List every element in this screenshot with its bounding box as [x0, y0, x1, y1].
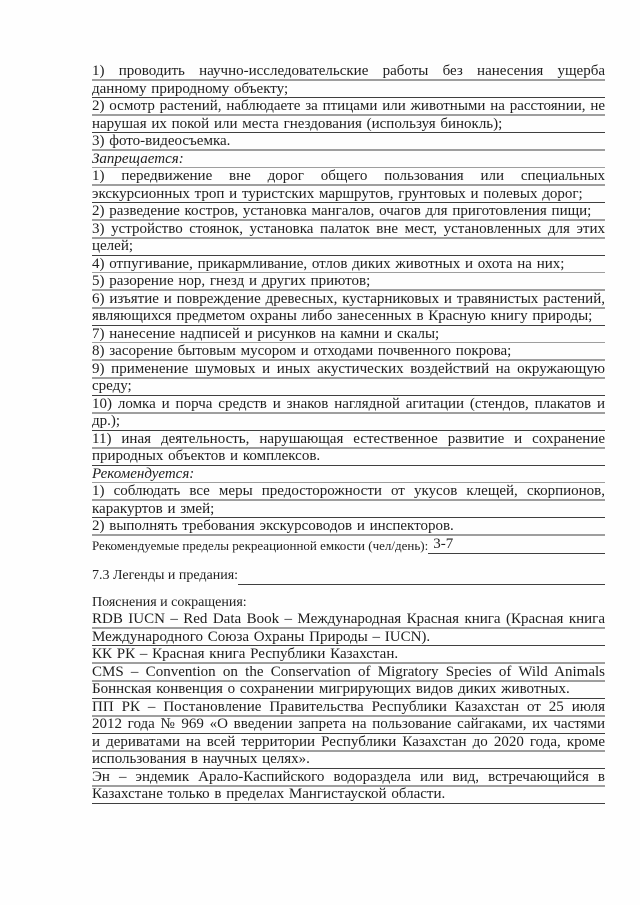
capacity-line: [92, 536, 605, 554]
abbreviation-pp-rk: ПП РК – Постановление Правительства Республики Казахстан от 25 июля 2012 года № 969 «О введении запрета на пользование сайгаками, их частями и дериватами на всей территории Республики Казахстан до 2020 года, кроме использования в научных целях».: [92, 698, 605, 767]
prohibited-item-11: 11) иная деятельность, нарушающая естественное развитие и сохранение природных объектов и комплексов.: [92, 430, 605, 464]
recommended-heading: Рекомендуется:: [92, 466, 605, 484]
prohibited-item-5: 5) разорение нор, гнезд и других приютов;: [92, 273, 605, 291]
recommended-item-1: 1) соблюдать все меры предосторожности от укусов клещей, скорпионов, каракуртов и змей;: [92, 483, 605, 517]
prohibited-item-7: 7) нанесение надписей и рисунков на камни и скалы;: [92, 326, 605, 344]
prohibited-item-6: 6) изъятие и повреждение древесных, кустарниковых и травянистых растений, являющихся предметом охраны либо занесенных в Красную книгу природы;: [92, 290, 605, 324]
permitted-item-1: 1) проводить научно-исследовательские работы без нанесения ущерба данному природному объекту;: [92, 63, 605, 97]
prohibited-item-10: 10) ломка и порча средств и знаков наглядной агитации (стендов, плакатов и др.);: [92, 395, 605, 429]
prohibited-item-8: 8) засорение бытовым мусором и отходами почвенного покрова;: [92, 343, 605, 361]
capacity-blank-rule: [457, 552, 605, 554]
permitted-item-2: 2) осмотр растений, наблюдаете за птицами или животными на расстоянии, не нарушая их покой или места гнездования (используя бинокль);: [92, 98, 605, 132]
prohibited-heading: Запрещается:: [92, 151, 605, 169]
prohibited-item-3: 3) устройство стоянок, установка палаток вне мест, установленных для этих целей;: [92, 220, 605, 254]
legends-label: 7.3 Легенды и предания:: [92, 568, 239, 583]
abbreviations-heading: Пояснения и сокращения:: [92, 594, 247, 610]
abbreviation-en: Эн – эндемик Арало-Каспийского водораздела или вид, встречающийся в Казахстане только в пределах Мангистауской области.: [92, 768, 605, 802]
abbreviation-kk-rk: КК РК – Красная книга Республики Казахстан.: [92, 646, 605, 664]
abbreviation-rdb-iucn: RDB IUCN – Red Data Book – Международная Красная книга (Красная книга Международного Союза Охраны Природы – IUCN).: [92, 611, 605, 645]
capacity-value: 3-7: [428, 536, 457, 554]
page-content: [92, 63, 605, 804]
legends-section-line: [92, 567, 605, 585]
permitted-item-3: 3) фото-видеосъемка.: [92, 133, 605, 151]
abbreviation-cms: CMS – Convention on the Conservation of Migratory Species of Wild Animals Боннская конвенция о сохранении мигрирующих видов диких животных.: [92, 663, 605, 697]
capacity-label: Рекомендуемые пределы рекреационной емкости (чел/день):: [92, 537, 429, 553]
recommended-item-2: 2) выполнять требования экскурсоводов и инспекторов.: [92, 518, 605, 536]
prohibited-item-9: 9) применение шумовых и иных акустических воздействий на окружающую среду;: [92, 360, 605, 394]
prohibited-item-1: 1) передвижение вне дорог общего пользования или специальных экскурсионных троп и туристских маршрутов, грунтовых и полевых дорог;: [92, 168, 605, 202]
prohibited-item-4: 4) отпугивание, прикармливание, отлов диких животных и охота на них;: [92, 256, 605, 274]
prohibited-item-2: 2) разведение костров, установка мангалов, очагов для приготовления пищи;: [92, 203, 605, 221]
legends-blank-rule: [238, 583, 605, 585]
